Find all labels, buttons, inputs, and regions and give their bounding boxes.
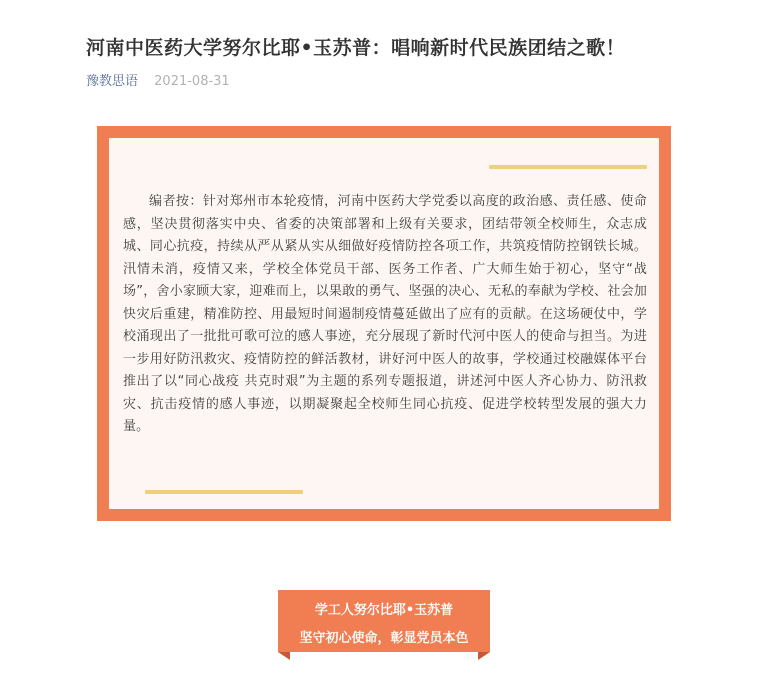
section-banner xyxy=(278,590,490,660)
editor-note-panel xyxy=(109,138,659,509)
section-banner-subtitle: 坚守初心使命，彰显党员本色 xyxy=(299,631,469,646)
section-banner-title: 学工人努尔比耶•玉苏普 xyxy=(314,603,454,618)
banner-fold-right xyxy=(478,652,490,660)
article-meta xyxy=(86,70,230,89)
decorative-line-bottom xyxy=(145,490,303,494)
editor-note-text: 编者按：针对郑州市本轮疫情，河南中医药大学党委以高度的政治感、责任感、使命感，坚决贯彻落实中央、省委的决策部署和上级有关要求，团结带领全校师生，众志成城、同心抗疫，持续从严从紧从实从细做好疫情防控各项工作，共筑疫情防控钢铁长城。汛情未消，疫情又来，学校全体党员干部、医务工作者、广大师生始于初心，坚守“战场”，舍小家顾大家，迎难而上，以果敢的勇气、坚强的决心、无私的奉献为学校、社会加快灾后重建，精准防控、用最短时间遏制疫情蔓延做出了应有的贡献。在这场硬仗中，学校涌现出了一批批可歌可泣的感人事迹，充分展现了新时代河中医人的使命与担当。为进一步用好防汛救灾、疫情防控的鲜活教材，讲好河中医人的故事，学校通过校融媒体平台推出了以“同心战疫 共克时艰”为主题的系列专题报道，讲述河中医人齐心协力、防汛救灾、抗击疫情的感人事迹，以期凝聚起全校师生同心抗疫、促进学校转型发展的强大力量。 xyxy=(123,194,647,434)
decorative-line-top xyxy=(489,165,647,169)
section-banner-box xyxy=(278,590,490,652)
banner-fold-left xyxy=(278,652,290,660)
publish-date: 2021-08-31 xyxy=(154,74,230,89)
article-title: 河南中医药大学努尔比耶•玉苏普：唱响新时代民族团结之歌！ xyxy=(86,37,626,59)
editor-note-frame xyxy=(97,126,671,521)
account-name-link[interactable]: 豫教思语 xyxy=(86,74,139,89)
